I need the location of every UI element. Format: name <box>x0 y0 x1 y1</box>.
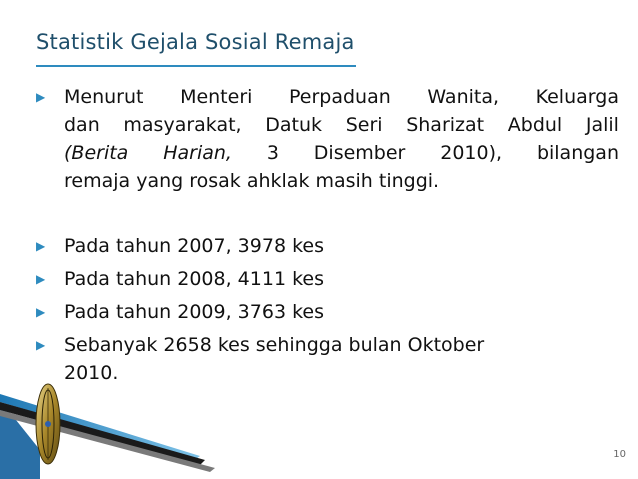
page-number: 10 <box>613 449 626 460</box>
word: Seri <box>345 114 383 136</box>
bullet-text: Pada tahun 2007, 3978 kes <box>64 235 324 257</box>
slide-title: Statistik Gejala Sosial Remaja <box>36 30 355 54</box>
word: Datuk <box>265 114 323 136</box>
word: Disember <box>313 142 406 164</box>
word: Abdul <box>507 114 563 136</box>
bullet-line-2 <box>64 111 619 139</box>
word: bilangan <box>536 142 619 164</box>
ornament-center <box>45 421 51 427</box>
word: Harian, <box>163 142 232 164</box>
bullet-line-3 <box>64 139 619 167</box>
triangle-right-icon: ▶ <box>36 90 46 104</box>
bullet-line-2: 2010. <box>64 362 119 384</box>
word: masyarakat, <box>123 114 242 136</box>
bullet-text: Pada tahun 2008, 4111 kes <box>64 268 324 290</box>
bullet-text <box>64 83 619 195</box>
word: Jalil <box>585 114 619 136</box>
word: Sharizat <box>406 114 485 136</box>
decorative-swoosh <box>0 380 220 479</box>
word: (Berita <box>64 142 129 164</box>
word: Keluarga <box>535 86 619 108</box>
word: Menurut <box>64 86 144 108</box>
triangle-right-icon: ▶ <box>36 239 46 253</box>
triangle-right-icon: ▶ <box>36 272 46 286</box>
triangle-right-icon: ▶ <box>36 338 46 352</box>
title-underline <box>36 65 356 67</box>
word: Wanita, <box>427 86 500 108</box>
bullet-text: Pada tahun 2009, 3763 kes <box>64 301 324 323</box>
triangle-right-icon: ▶ <box>36 305 46 319</box>
word: Menteri <box>180 86 253 108</box>
bullet-text <box>64 331 484 387</box>
word: dan <box>64 114 100 136</box>
word: 3 <box>266 142 279 164</box>
word: 2010), <box>440 142 503 164</box>
word: Perpaduan <box>289 86 391 108</box>
bullet-line-1: Sebanyak 2658 kes sehingga bulan Oktober <box>64 334 485 356</box>
bullet-line-4: remaja yang rosak ahklak masih tinggi. <box>64 170 440 192</box>
bullet-line-1 <box>64 83 619 111</box>
